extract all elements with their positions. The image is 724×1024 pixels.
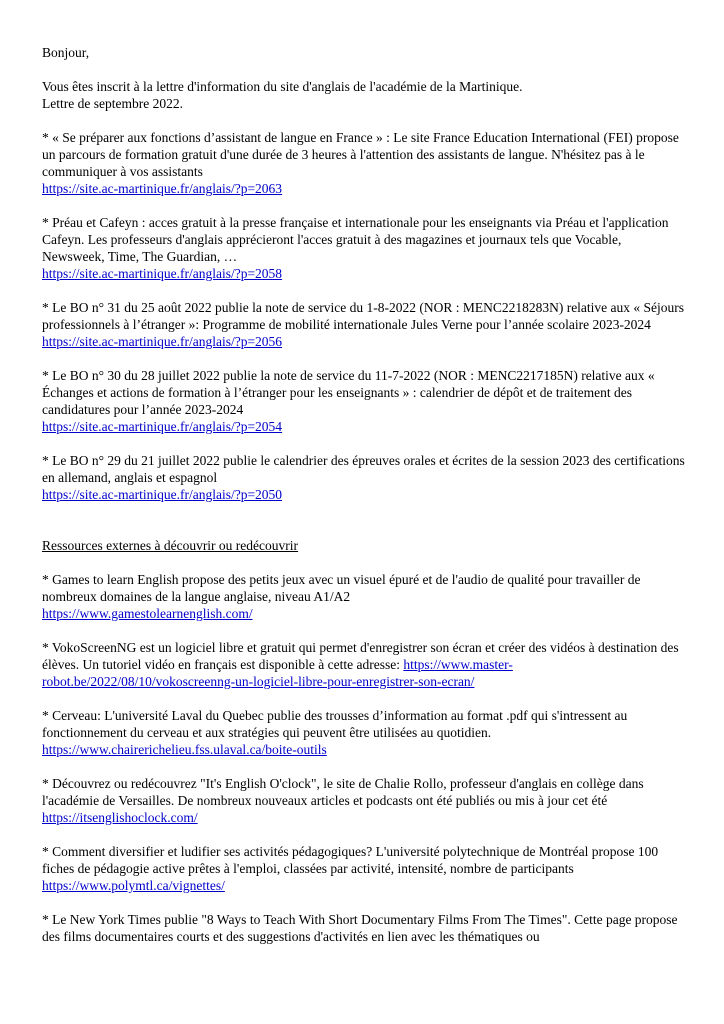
resource-item-cerveau xyxy=(42,707,686,758)
news-item-bo-30 xyxy=(42,367,686,435)
text-run: * VokoScreenNG est un logiciel libre et gratuit qui permet d'enregistrer son écran et créer des vidéos à destination des élèves. Un tutoriel vidéo en français est disponible à cette adresse: xyxy=(42,640,679,672)
hyperlink[interactable]: https://www.polymtl.ca/vignettes/ xyxy=(42,878,225,893)
greeting xyxy=(42,44,686,61)
resource-item-english-oclock xyxy=(42,775,686,826)
hyperlink[interactable]: https://site.ac-martinique.fr/anglais/?p=2050 xyxy=(42,487,283,502)
text-run: * Découvrez ou redécouvrez "It's English O'clock", le site de Chalie Rollo, professeur d'anglais en collège dans l'académie de Versailles. De nombreux nouveaux articles et podcasts ont été publiés ou mis à jour cet été xyxy=(42,776,644,808)
text-run: * Le BO n° 30 du 28 juillet 2022 publie la note de service du 11-7-2022 (NOR : MENC2217185N) relative aux « Échanges et actions de formation à l’étranger pour les enseignants » : calendrier de dépôt et de traitement des candidatures pour l’année 2023-2024 xyxy=(42,368,655,417)
text-run: Vous êtes inscrit à la lettre d'information du site d'anglais de l'académie de la Martinique. xyxy=(42,79,523,94)
hyperlink[interactable]: https://site.ac-martinique.fr/anglais/?p=2058 xyxy=(42,266,283,281)
text-run: * « Se préparer aux fonctions d’assistant de langue en France » : Le site France Education International (FEI) propose un parcours de formation gratuit d'une durée de 3 heures à l'attention des assistants de langue. N'hésitez pas à le communiquer à vos assistants xyxy=(42,130,679,179)
text-run: * Préau et Cafeyn : acces gratuit à la presse française et internationale pour les enseignants via Préau et l'application Cafeyn. Les professeurs d'anglais apprécieront l'acces gratuit à des magazines et journaux tels que Vocable, Newsweek, Time, The Guardian, … xyxy=(42,215,669,264)
hyperlink[interactable]: https://www.master-robot.be/2022/08/10/vokoscreenng-un-logiciel-libre-pour-enregistrer-son-ecran/ xyxy=(42,657,513,689)
news-item-bo-31 xyxy=(42,299,686,350)
intro xyxy=(42,78,686,112)
section-heading xyxy=(42,537,686,554)
text-run: Lettre de septembre 2022. xyxy=(42,96,183,111)
resource-item-games xyxy=(42,571,686,622)
hyperlink[interactable]: https://itsenglishoclock.com/ xyxy=(42,810,198,825)
text-run: Ressources externes à découvrir ou redécouvrir xyxy=(42,538,299,553)
hyperlink[interactable]: https://site.ac-martinique.fr/anglais/?p=2063 xyxy=(42,181,283,196)
news-item-assistants xyxy=(42,129,686,197)
hyperlink[interactable]: https://site.ac-martinique.fr/anglais/?p=2054 xyxy=(42,419,283,434)
resource-item-nytimes xyxy=(42,911,686,945)
hyperlink[interactable]: https://www.gamestolearnenglish.com/ xyxy=(42,606,253,621)
resource-item-polymtl xyxy=(42,843,686,894)
document-body xyxy=(42,44,686,945)
resource-item-vokoscreen xyxy=(42,639,686,690)
hyperlink[interactable]: https://www.chairerichelieu.fss.ulaval.ca/boite-outils xyxy=(42,742,327,757)
text-run: * Cerveau: L'université Laval du Quebec publie des trousses d’information au format .pdf qui s'intressent au fonctionnement du cerveau et aux stratégies qui peuvent être utilisées au quotidien. xyxy=(42,708,628,740)
text-run: * Le New York Times publie "8 Ways to Teach With Short Documentary Films From The Times". Cette page propose des films documentaires courts et des suggestions d'activités en lien avec les thématiques ou xyxy=(42,912,678,944)
news-item-preau-cafeyn xyxy=(42,214,686,282)
hyperlink[interactable]: https://site.ac-martinique.fr/anglais/?p=2056 xyxy=(42,334,283,349)
text-run: * Le BO n° 31 du 25 août 2022 publie la note de service du 1-8-2022 (NOR : MENC2218283N) relative aux « Séjours professionnels à l’étranger »: Programme de mobilité internationale Jules Verne pour l’année scolaire 2023-2024 xyxy=(42,300,685,332)
text-run: * Comment diversifier et ludifier ses activités pédagogiques? L'université polytechnique de Montréal propose 100 fiches de pédagogie active prêtes à l'emploi, classées par activité, intensité, nombre de participants xyxy=(42,844,659,876)
news-item-bo-29 xyxy=(42,452,686,503)
text-run: Bonjour, xyxy=(42,45,90,60)
text-run: * Le BO n° 29 du 21 juillet 2022 publie le calendrier des épreuves orales et écrites de la session 2023 des certifications en allemand, anglais et espagnol xyxy=(42,453,685,485)
text-run: * Games to learn English propose des petits jeux avec un visuel épuré et de l'audio de qualité pour travailler de nombreux domaines de la langue anglaise, niveau A1/A2 xyxy=(42,572,641,604)
